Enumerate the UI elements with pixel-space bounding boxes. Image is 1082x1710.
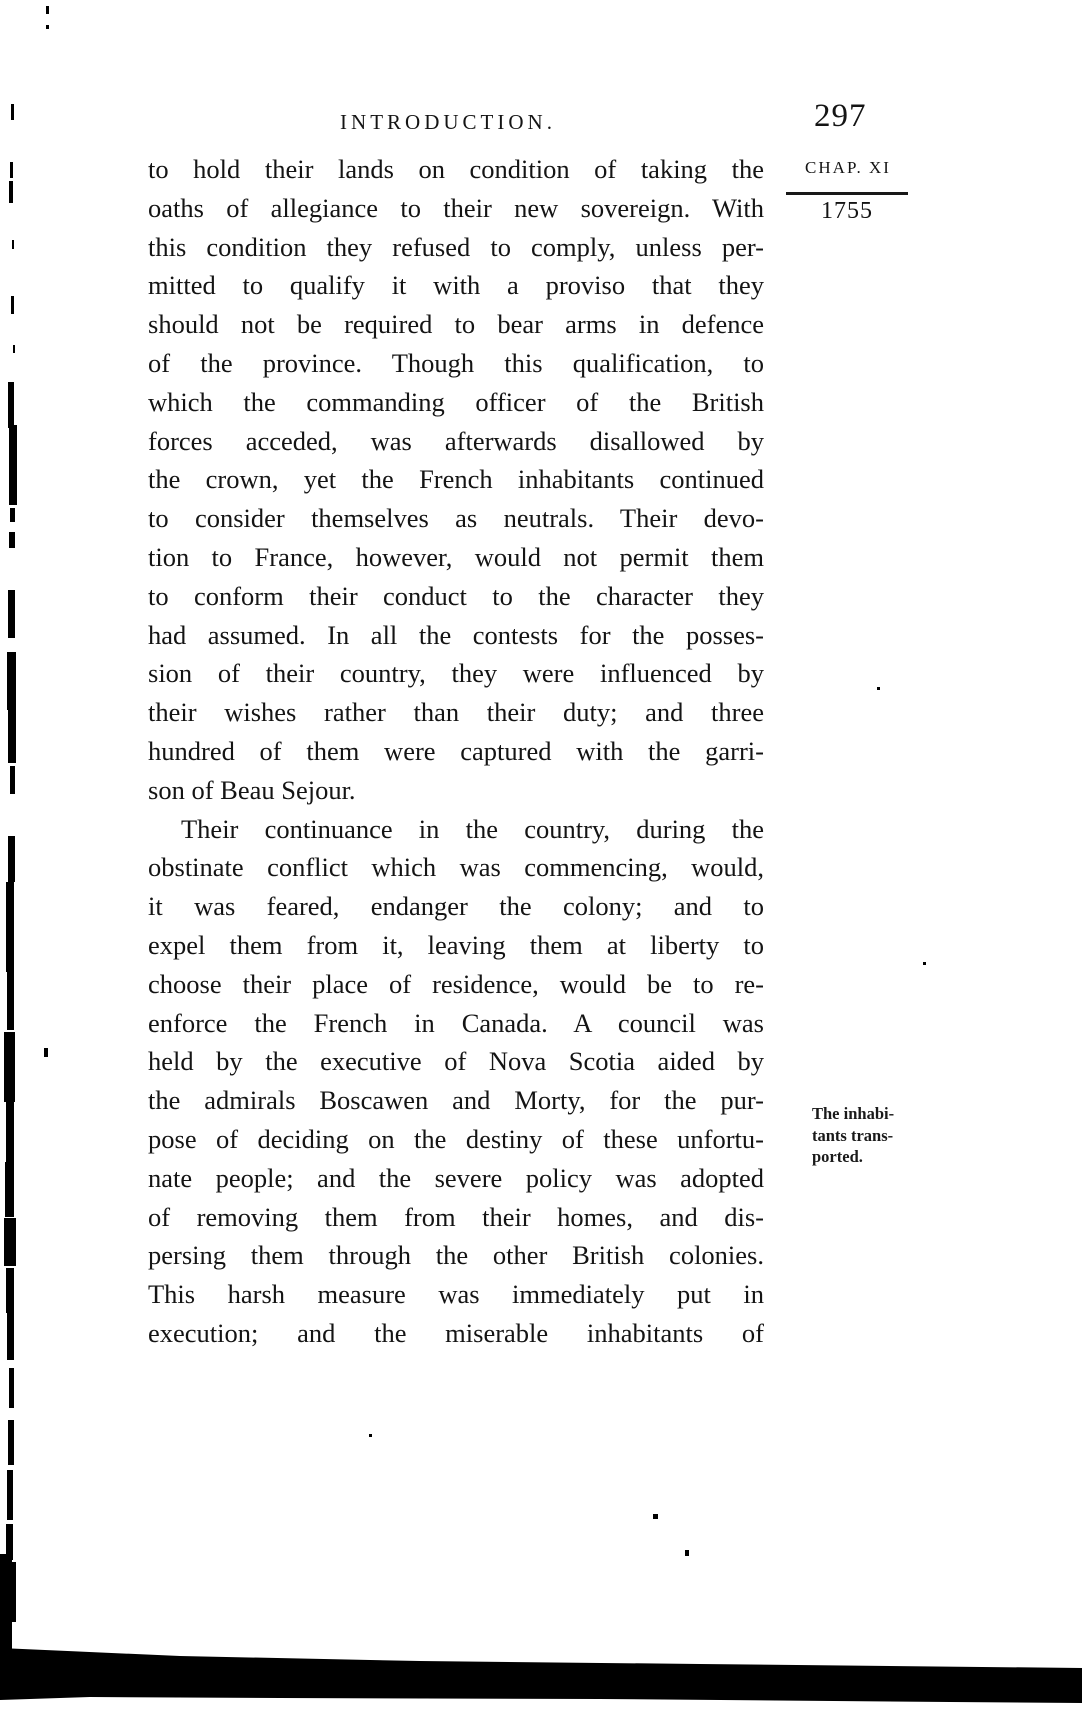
text-line: expel them from it, leaving them at liberty to [148, 929, 764, 960]
text-line: Their continuance in the country, during the [181, 813, 764, 844]
text-line: hundred of them were captured with the garri- [148, 735, 764, 766]
page-number: 297 [814, 98, 867, 134]
sidenote-line: The inhabi- [812, 1104, 895, 1123]
text-line: persing them through the other British colonies. [148, 1240, 764, 1271]
text-line: should not be required to bear arms in defence [148, 309, 764, 340]
text-line: oaths of allegiance to their new sovereign. With [148, 192, 764, 223]
text-line: choose their place of residence, would be to re- [148, 968, 764, 999]
text-line: sion of their country, they were influenced by [148, 658, 764, 689]
text-line: had assumed. In all the contests for the posses- [148, 619, 764, 650]
body-text [148, 150, 764, 1353]
text-line: this condition they refused to comply, unless per- [148, 231, 764, 262]
chapter-rule [786, 192, 908, 195]
text-line: to consider themselves as neutrals. Their devo- [148, 503, 764, 534]
text-line: enforce the French in Canada. A council was [148, 1007, 764, 1038]
text-line: of the province. Though this qualification, to [148, 347, 764, 378]
text-line: the crown, yet the French inhabitants continued [148, 464, 764, 495]
text-line: mitted to qualify it with a proviso that they [148, 270, 764, 301]
text-line: execution; and the miserable inhabitants of [148, 1317, 764, 1348]
text-line: to hold their lands on condition of taking the [148, 154, 764, 184]
text-line: forces acceded, was afterwards disallowed by [148, 425, 764, 456]
sidenote-line: ported. [812, 1147, 863, 1166]
scan-shadow-band [0, 1540, 1082, 1710]
text-line: the admirals Boscawen and Morty, for the pur- [148, 1085, 764, 1116]
text-line: it was feared, endanger the colony; and to [148, 891, 764, 922]
text-line: their wishes rather than their duty; and three [148, 697, 764, 728]
chapter-label: CHAP. XI [805, 158, 891, 177]
text-line: held by the executive of Nova Scotia aided by [148, 1046, 764, 1077]
running-head: INTRODUCTION. [340, 110, 556, 134]
sidenote-line: tants trans- [812, 1125, 894, 1145]
text-line: nate people; and the severe policy was adopted [148, 1162, 764, 1193]
text-line: which the commanding officer of the British [148, 386, 764, 417]
text-line: obstinate conflict which was commencing, would, [148, 852, 764, 883]
text-line: tion to France, however, would not permit them [148, 541, 764, 572]
margin-sidenote [812, 1103, 928, 1168]
text-line: of removing them from their homes, and dis- [148, 1201, 764, 1232]
text-line: pose of deciding on the destiny of these unfortu- [148, 1123, 764, 1154]
text-line: to conform their conduct to the character they [148, 580, 764, 611]
text-line: son of Beau Sejour. [148, 774, 356, 805]
year-label: 1755 [821, 198, 873, 224]
text-line: This harsh measure was immediately put in [148, 1279, 764, 1310]
